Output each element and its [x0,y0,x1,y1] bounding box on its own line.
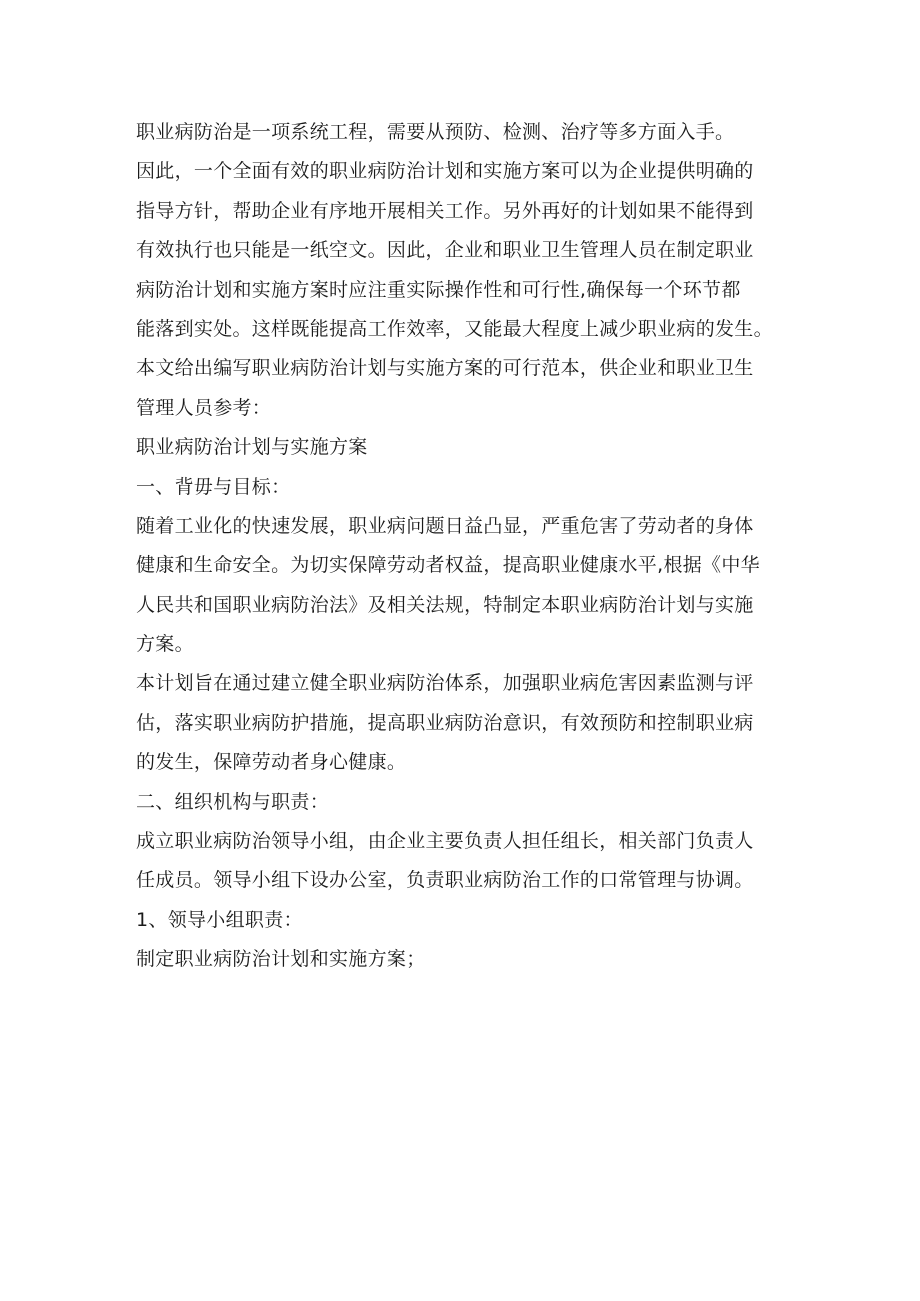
paragraph-line: 本计划旨在通过建立健全职业病防治体系，加强职业病危害因素监测与评 [136,672,754,695]
paragraph-line: 任成员。领导小组下设办公室，负责职业病防治工作的口常管理与协调。 [136,869,754,892]
paragraph-line: 估，落实职业病防护措施，提高职业病防治意识，有效预防和控制职业病 [136,711,754,734]
paragraph-line: 制定职业病防治计划和实施方案； [136,948,426,971]
paragraph-line: 病防治计划和实施方案时应注重实际操作性和可行性,确保每一个环节都 [136,278,741,301]
section-heading-2: 二、组织机构与职责： [136,790,330,813]
paragraph-line: 能落到实处。这样既能提高工作效率，又能最大程度上减少职业病的发生。 [136,317,773,340]
paragraph-line: 成立职业病防治领导小组，由企业主要负责人担任组长，相关部门负责人 [136,830,754,853]
paragraph-line: 本文给出编写职业病防治计划与实施方案的可行范本，供企业和职业卫生 [136,357,754,380]
paragraph-line: 指导方针，帮助企业有序地开展相关工作。另外再好的计划如果不能得到 [136,199,754,222]
paragraph-line: 随着工业化的快速发展，职业病问题日益凸显，严重危害了劳动者的身体 [136,514,754,537]
subsection-heading: 1、领导小组职责： [136,908,303,931]
paragraph-line: 有效执行也只能是一纸空文。因此，企业和职业卫生管理人员在制定职业 [136,239,754,262]
document-body [136,113,800,980]
paragraph-line: 职业病防治是一项系统工程，需要从预防、检测、治疗等多方面入手。 [136,121,735,143]
paragraph-line: 因此，一个全面有效的职业病防治计划和实施方案可以为企业提供明确的 [136,160,754,183]
paragraph-line: 方案。 [136,633,194,656]
paragraph-line: 健康和生命安全。为切实保障劳动者权益，提高职业健康水平,根据《中华 [136,554,760,577]
document-title: 职业病防治计划与实施方案 [136,436,368,459]
section-heading-1: 一、背毋与目标： [136,475,291,498]
paragraph-line: 管理人员参考： [136,396,272,419]
paragraph-line: 的发生，保障劳动者身心健康。 [136,751,407,774]
paragraph-line: 人民共和国职业病防治法》及相关法规，特制定本职业病防治计划与实施 [136,593,754,616]
